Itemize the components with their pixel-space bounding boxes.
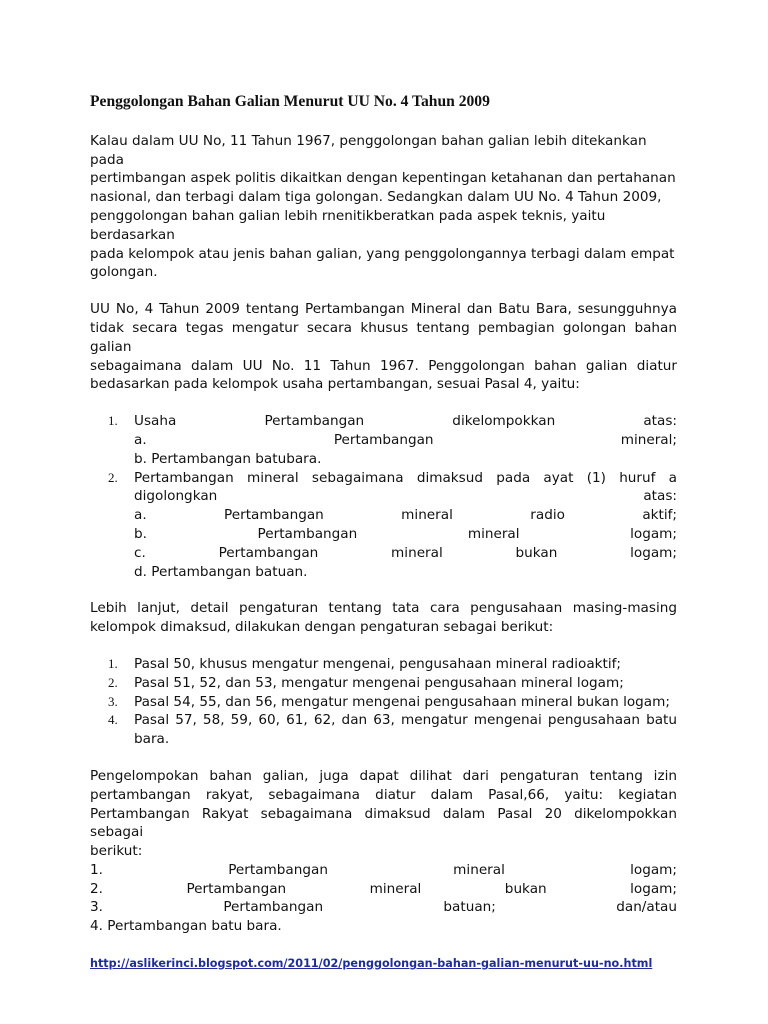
text-line: a. Pertambangan mineral; (134, 431, 677, 448)
list-number: 1. (108, 413, 118, 429)
list-item (90, 674, 677, 693)
document-title: Penggolongan Bahan Galian Menurut UU No. 4 Tahun 2009 (90, 93, 490, 110)
source-link[interactable]: http://aslikerinci.blogspot.com/2011/02/penggolongan-bahan-galian-menurut-uu-no.html (90, 957, 653, 971)
text-line: Usaha Pertambangan dikelompokkan atas: (134, 413, 677, 430)
text-line: b. Pertambangan batubara. (134, 450, 322, 467)
pasal-regulation-list (90, 655, 677, 749)
text-line: UU No, 4 Tahun 2009 tentang Pertambangan Mineral dan Batu Bara, sesungguhnya (90, 301, 677, 318)
text-line: golongan. (90, 264, 158, 281)
text-line: pada kelompok atau jenis bahan galian, yang penggolongannya terbagi dalam empat (90, 245, 675, 262)
text-line: bara. (134, 731, 170, 748)
text-line: penggolongan bahan galian lebih rnenitikberatkan pada aspek teknis, yaitu berdasarkan (90, 207, 606, 243)
text-line: Pengelompokan bahan galian, juga dapat dilihat dari pengaturan tentang izin (90, 767, 677, 784)
text-line: kelompok dimaksud, dilakukan dengan pengaturan sebagai berikut: (90, 619, 554, 636)
text-line: berikut: (90, 843, 143, 860)
text-line: bedasarkan pada kelompok usaha pertambangan, sesuai Pasal 4, yaitu: (90, 376, 580, 393)
paragraph-izin-rakyat (90, 767, 677, 861)
paragraph-intro (90, 132, 677, 282)
paragraph-detail (90, 599, 677, 637)
text-line: 3. Pertambangan batuan; dan/atau (90, 899, 677, 916)
text-line: Pertambangan mineral sebagaimana dimaksud pada ayat (1) huruf a (134, 469, 677, 486)
text-line: Kalau dalam UU No, 11 Tahun 1967, penggolongan bahan galian lebih ditekankan pada (90, 132, 647, 168)
text-line: c. Pertambangan mineral bukan logam; (134, 544, 677, 561)
list-item (90, 711, 677, 749)
text-line: Pasal 51, 52, dan 53, mengatur mengenai pengusahaan mineral logam; (134, 674, 624, 691)
text-line: b. Pertambangan mineral logam; (134, 525, 677, 542)
text-line: Pasal 50, khusus mengatur mengenai, pengusahaan mineral radioaktif; (134, 655, 621, 672)
list-item (90, 412, 677, 468)
pasal-4-list (90, 412, 677, 581)
list-number: 4. (108, 712, 118, 728)
text-line: pertimbangan aspek politis dikaitkan dengan kepentingan ketahanan dan pertahanan (90, 170, 676, 187)
text-line: pertambangan rakyat, sebagaimana diatur dalam Pasal,66, yaitu: kegiatan (90, 786, 677, 803)
text-line: nasional, dan terbagi dalam tiga golongan. Sedangkan dalam UU No. 4 Tahun 2009, (90, 189, 662, 206)
text-line: Lebih lanjut, detail pengaturan tentang tata cara pengusahaan masing-masing (90, 600, 677, 617)
list-item (90, 693, 677, 712)
list-number: 2. (108, 469, 118, 485)
document-content (90, 93, 677, 974)
text-line: Pertambangan Rakyat sebagaimana dimaksud dalam Pasal 20 dikelompokkan sebagai (90, 805, 677, 841)
text-line: 4. Pertambangan batu bara. (90, 918, 282, 935)
text-line: 2. Pertambangan mineral bukan logam; (90, 880, 677, 897)
text-line: a. Pertambangan mineral radio aktif; (134, 507, 677, 524)
text-line: Pasal 57, 58, 59, 60, 61, 62, dan 63, mengatur mengenai pengusahaan batu (134, 712, 677, 729)
list-number: 3. (108, 693, 118, 709)
list-item (90, 469, 677, 582)
list-item (90, 655, 677, 674)
text-line: Pasal 54, 55, dan 56, mengatur mengenai pengusahaan mineral bukan logam; (134, 693, 670, 710)
text-line: d. Pertambangan batuan. (134, 563, 308, 580)
list-number: 2. (108, 674, 118, 690)
paragraph-uu-2009 (90, 300, 677, 394)
text-line: digolongkan atas: (134, 488, 677, 505)
pertambangan-rakyat-list (90, 861, 677, 936)
list-number: 1. (108, 655, 118, 671)
text-line: tidak secara tegas mengatur secara khusus tentang pembagian golongan bahan galian (90, 319, 677, 355)
text-line: sebagaimana dalam UU No. 11 Tahun 1967. Penggolongan bahan galian diatur (90, 357, 677, 374)
text-line: 1. Pertambangan mineral logam; (90, 861, 677, 878)
source-link-container (90, 954, 677, 974)
